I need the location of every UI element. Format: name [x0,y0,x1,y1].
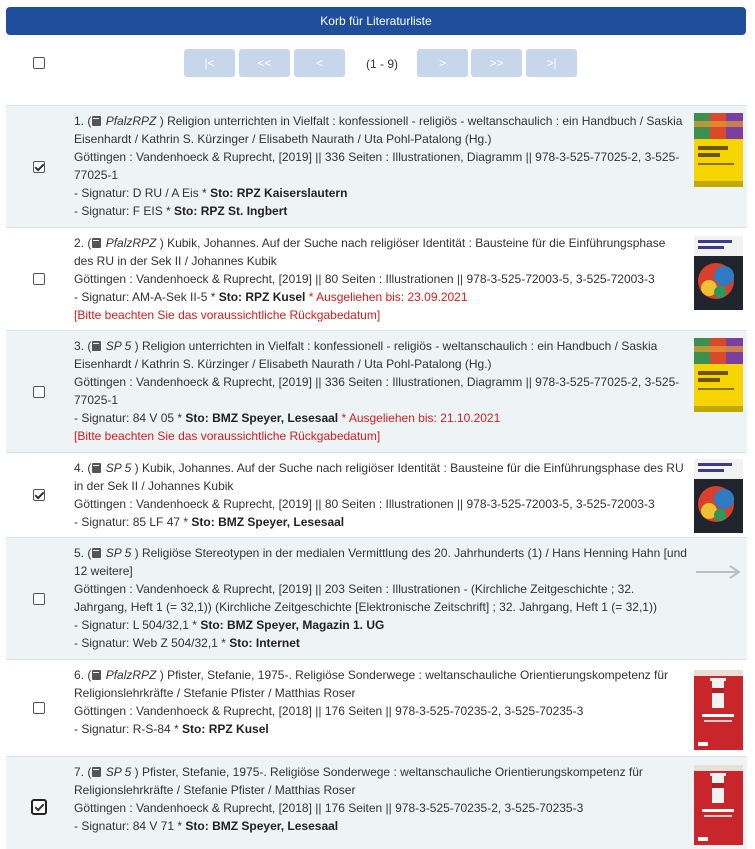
next-page-button[interactable]: > [417,49,468,77]
book-cover-image[interactable] [694,338,743,412]
holding-line: - Signatur: L 504/32,1 * Sto: BMZ Speyer, Magazin 1. UG [74,618,385,632]
result-text: 3. ( SP 5 ) Religion unterrichten in Vielfalt : konfessionell - religiös - weltanschaulich : ein Handbuch / Saskia Eisenhardt / Kathrin S. Kürzinger / Elisabeth Naurath / Uta Pohl-Patalong (Hg.) Göttingen : Vandenhoeck & Ruprecht, [2019] || 336 Seiten : Illustrationen, Diagramm || 978-3-525-77025-2, 3-525-77025-1 - Signatur: 84 V 05 * Sto: BMZ Speyer, Lesesaal * Ausgeliehen bis: 21.10.2021 [Bitte beachten Sie das voraussichtliche Rückgabedatum] [74,337,688,445]
book-cover-image[interactable] [694,670,743,750]
book-icon [92,238,101,248]
publication-info: Göttingen : Vandenhoeck & Ruprecht, [2019] || 80 Seiten : Illustrationen || 978-3-525-72003-5, 3-525-72003-3 [74,497,655,511]
publication-info: Göttingen : Vandenhoeck & Ruprecht, [2018] || 176 Seiten || 978-3-525-70235-2, 3-525-70235-3 [74,801,584,815]
result-title[interactable]: Religion unterrichten in Vielfalt : konfessionell - religiös - weltanschaulich : ein Handbuch / Saskia Eisenhardt / Kathrin S. Kürzinger / Elisabeth Naurath / Uta Pohl-Patalong (Hg.) [74,339,658,371]
book-icon [92,670,101,680]
book-icon [92,341,101,351]
result-row [6,452,747,537]
publication-info: Göttingen : Vandenhoeck & Ruprecht, [2019] || 203 Seiten : Illustrationen - (Kirchliche Zeitgeschichte ; 32. Jahrgang, Heft 1 (= 32,1)) (Kirchliche Zeitgeschichte [Elektronische Zeitschrift] ; 32. Jahrgang, Heft 1 (= 32,1)) [74,582,657,614]
result-checkbox[interactable] [33,593,45,605]
result-row [6,659,747,756]
result-title[interactable]: Kubik, Johannes. Auf der Suche nach religiöser Identität : Bausteine für die Einführungsphase des RU in der Sek II / Johannes Kubik [74,461,684,493]
result-row [6,105,747,227]
holding-line: - Signatur: D RU / A Eis * Sto: RPZ Kaiserslautern [74,186,348,200]
result-text: 4. ( SP 5 ) Kubik, Johannes. Auf der Suche nach religiöser Identität : Bausteine für die Einführungsphase des RU in der Sek II / Johannes Kubik Göttingen : Vandenhoeck & Ruprecht, [2019] || 80 Seiten : Illustrationen || 978-3-525-72003-5, 3-525-72003-3 - Signatur: 85 LF 47 * Sto: BMZ Speyer, Lesesaal [74,459,688,531]
result-title[interactable]: Pfister, Stefanie, 1975-. Religiöse Sonderwege : weltanschauliche Orientierungskompetenz für Religionslehrkräfte / Stefanie Pfister / Matthias Roser [74,765,643,797]
next-block-button[interactable]: >> [471,49,522,77]
result-title[interactable]: Pfister, Stefanie, 1975-. Religiöse Sonderwege : weltanschauliche Orientierungskompetenz für Religionslehrkräfte / Stefanie Pfister / Matthias Roser [74,668,669,700]
result-checkbox[interactable] [33,702,45,714]
result-text: 7. ( SP 5 ) Pfister, Stefanie, 1975-. Religiöse Sonderwege : weltanschauliche Orientierungskompetenz für Religionslehrkräfte / Stefanie Pfister / Matthias Roser Göttingen : Vandenhoeck & Ruprecht, [2018] || 176 Seiten || 978-3-525-70235-2, 3-525-70235-3 - Signatur: 84 V 71 * Sto: BMZ Speyer, Lesesaal [74,763,688,835]
holding-line: - Signatur: AM-A-Sek II-5 * Sto: RPZ Kusel * Ausgeliehen bis: 23.09.2021 [74,290,468,304]
holding-line: - Signatur: F EIS * Sto: RPZ St. Ingbert [74,204,288,218]
publication-info: Göttingen : Vandenhoeck & Ruprecht, [2019] || 80 Seiten : Illustrationen || 978-3-525-72003-5, 3-525-72003-3 [74,272,655,286]
book-cover-image[interactable] [694,236,743,310]
result-row [6,537,747,659]
result-row [6,330,747,452]
library-code: PfalzRPZ [105,236,157,250]
result-row [6,756,747,849]
result-title[interactable]: Religion unterrichten in Vielfalt : konfessionell - religiös - weltanschaulich : ein Handbuch / Saskia Eisenhardt / Kathrin S. Kürzinger / Elisabeth Naurath / Uta Pohl-Patalong (Hg.) [74,114,683,146]
page-info: (1 - 9) [365,57,398,71]
basket-button[interactable]: Korb für Literaturliste [6,7,746,35]
book-icon [92,767,101,777]
library-code: PfalzRPZ [105,668,157,682]
library-code: SP 5 [105,765,132,779]
holding-line: - Signatur: R-S-84 * Sto: RPZ Kusel [74,722,269,736]
publication-info: Göttingen : Vandenhoeck & Ruprecht, [2018] || 176 Seiten || 978-3-525-70235-2, 3-525-70235-3 [74,704,584,718]
book-cover-image[interactable] [694,765,743,845]
arrow-right-icon[interactable] [694,562,743,582]
publication-info: Göttingen : Vandenhoeck & Ruprecht, [2019] || 336 Seiten : Illustrationen, Diagramm || 978-3-525-77025-2, 3-525-77025-1 [74,150,680,182]
result-checkbox[interactable] [31,799,47,815]
book-icon [92,463,101,473]
result-checkbox[interactable] [33,273,45,285]
result-title[interactable]: Kubik, Johannes. Auf der Suche nach religiöser Identität : Bausteine für die Einführungsphase des RU in der Sek II / Johannes Kubik [74,236,666,268]
pagination [0,49,755,79]
publication-info: Göttingen : Vandenhoeck & Ruprecht, [2019] || 336 Seiten : Illustrationen, Diagramm || 978-3-525-77025-2, 3-525-77025-1 [74,375,680,407]
result-checkbox[interactable] [33,489,45,501]
book-icon [92,116,101,126]
holding-line: - Signatur: Web Z 504/32,1 * Sto: Internet [74,636,300,650]
library-code: SP 5 [105,546,132,560]
prev-block-button[interactable]: << [239,49,290,77]
prev-page-button[interactable]: < [294,49,345,77]
result-checkbox[interactable] [33,386,45,398]
result-text: 5. ( SP 5 ) Religiöse Stereotypen in der medialen Vermittlung des 20. Jahrhunderts (1) / Hans Henning Hahn [und 12 weitere] Göttingen : Vandenhoeck & Ruprecht, [2019] || 203 Seiten : Illustrationen - (Kirchliche Zeitgeschichte ; 32. Jahrgang, Heft 1 (= 32,1)) (Kirchliche Zeitgeschichte [Elektronische Zeitschrift] ; 32. Jahrgang, Heft 1 (= 32,1)) - Signatur: L 504/32,1 * Sto: BMZ Speyer, Magazin 1. UG - Signatur: Web Z 504/32,1 * Sto: Internet [74,546,687,650]
last-page-button[interactable]: >| [526,49,577,77]
return-note: [Bitte beachten Sie das voraussichtliche Rückgabedatum] [74,308,381,322]
library-code: SP 5 [105,461,132,475]
first-page-button[interactable]: |< [184,49,235,77]
book-cover-image[interactable] [694,459,743,533]
result-row [6,227,747,330]
return-note: [Bitte beachten Sie das voraussichtliche Rückgabedatum] [74,429,381,443]
result-text: 1. ( PfalzRPZ ) Religion unterrichten in Vielfalt : konfessionell - religiös - weltanschaulich : ein Handbuch / Saskia Eisenhardt / Kathrin S. Kürzinger / Elisabeth Naurath / Uta Pohl-Patalong (Hg.) Göttingen : Vandenhoeck & Ruprecht, [2019] || 336 Seiten : Illustrationen, Diagramm || 978-3-525-77025-2, 3-525-77025-1 - Signatur: D RU / A Eis * Sto: RPZ Kaiserslautern - Signatur: F EIS * Sto: RPZ St. Ingbert [74,112,688,220]
result-title[interactable]: Religiöse Stereotypen in der medialen Vermittlung des 20. Jahrhunderts (1) / Hans Henning Hahn [und 12 weitere] [74,546,687,578]
library-code: PfalzRPZ [105,114,157,128]
library-code: SP 5 [105,339,132,353]
result-text: 2. ( PfalzRPZ ) Kubik, Johannes. Auf der Suche nach religiöser Identität : Bausteine für die Einführungsphase des RU in der Sek II / Johannes Kubik Göttingen : Vandenhoeck & Ruprecht, [2019] || 80 Seiten : Illustrationen || 978-3-525-72003-5, 3-525-72003-3 - Signatur: AM-A-Sek II-5 * Sto: RPZ Kusel * Ausgeliehen bis: 23.09.2021 [Bitte beachten Sie das voraussichtliche Rückgabedatum] [74,234,688,324]
holding-line: - Signatur: 84 V 05 * Sto: BMZ Speyer, Lesesaal * Ausgeliehen bis: 21.10.2021 [74,411,501,425]
result-checkbox[interactable] [33,161,45,173]
holding-line: - Signatur: 84 V 71 * Sto: BMZ Speyer, Lesesaal [74,819,339,833]
book-cover-image[interactable] [694,113,743,187]
holding-line: - Signatur: 85 LF 47 * Sto: BMZ Speyer, Lesesaal [74,515,345,529]
book-icon [92,548,101,558]
result-text: 6. ( PfalzRPZ ) Pfister, Stefanie, 1975-. Religiöse Sonderwege : weltanschauliche Orientierungskompetenz für Religionslehrkräfte / Stefanie Pfister / Matthias Roser Göttingen : Vandenhoeck & Ruprecht, [2018] || 176 Seiten || 978-3-525-70235-2, 3-525-70235-3 - Signatur: R-S-84 * Sto: RPZ Kusel [74,666,688,738]
